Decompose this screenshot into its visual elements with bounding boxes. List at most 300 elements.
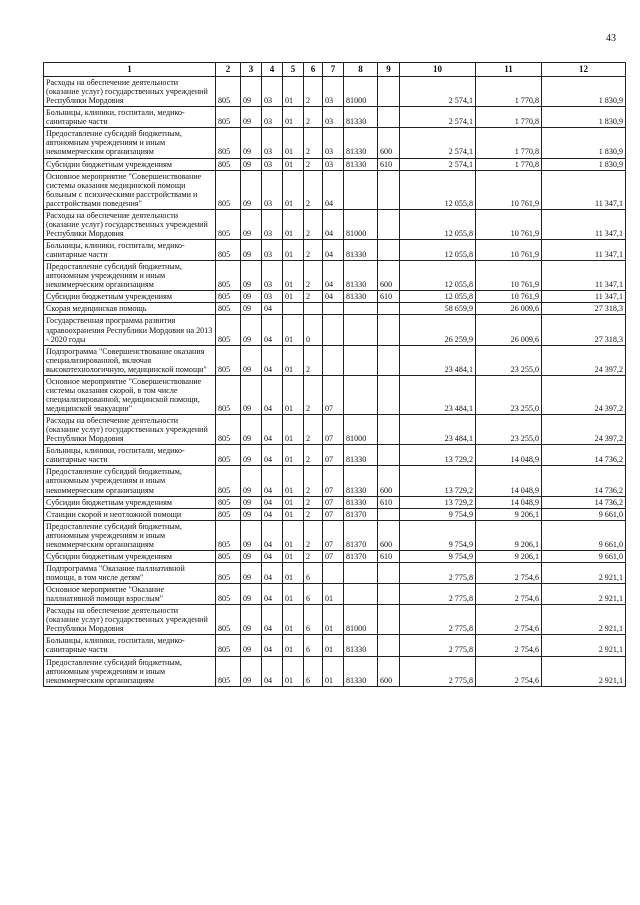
ministry-code-cell: 805 <box>216 584 241 605</box>
program-cell: 01 <box>283 375 304 414</box>
subsection-cell: 04 <box>262 315 283 345</box>
table-row <box>44 562 626 583</box>
expense-type-cell <box>378 415 400 445</box>
row-name-cell: Основное мероприятие "Оказание паллиативной помощи взрослым" <box>44 584 216 605</box>
expense-type-cell: 610 <box>378 158 400 170</box>
amount-2018-cell: 2 574,1 <box>400 107 476 128</box>
table-row <box>44 415 626 445</box>
ministry-code-cell: 805 <box>216 496 241 508</box>
table-row <box>44 240 626 261</box>
expense-type-cell <box>378 584 400 605</box>
column-header: 12 <box>542 63 626 77</box>
program-cell: 01 <box>283 261 304 291</box>
row-name-cell: Подпрограмма "Совершенствование оказания специализированной, включая высокотехнологичную, медицинской помощи" <box>44 345 216 375</box>
column-header: 5 <box>283 63 304 77</box>
subsection-cell: 03 <box>262 240 283 261</box>
activity-cell: 04 <box>323 240 344 261</box>
subsection-cell: 03 <box>262 77 283 107</box>
section-cell: 09 <box>241 303 262 315</box>
direction-cell <box>344 315 378 345</box>
amount-2020-cell: 14 736,2 <box>542 496 626 508</box>
amount-2019-cell: 2 754,6 <box>476 605 542 635</box>
header-row <box>44 63 626 77</box>
ministry-code-cell: 805 <box>216 315 241 345</box>
table-row <box>44 345 626 375</box>
ministry-code-cell: 805 <box>216 170 241 209</box>
section-cell: 09 <box>241 508 262 520</box>
program-cell: 01 <box>283 345 304 375</box>
amount-2020-cell: 9 661,0 <box>542 520 626 550</box>
table-row <box>44 77 626 107</box>
row-name-cell: Субсидии бюджетным учреждениям <box>44 158 216 170</box>
amount-2019-cell: 26 009,6 <box>476 303 542 315</box>
section-cell: 09 <box>241 415 262 445</box>
expense-type-cell: 610 <box>378 550 400 562</box>
table-row <box>44 508 626 520</box>
row-name-cell: Расходы на обеспечение деятельности (оказание услуг) государственных учреждений Республики Мордовия <box>44 77 216 107</box>
expense-type-cell: 600 <box>378 128 400 158</box>
table-row <box>44 375 626 414</box>
program-cell: 01 <box>283 445 304 466</box>
subsection-cell: 03 <box>262 128 283 158</box>
row-name-cell: Предоставление субсидий бюджетным, автономным учреждениям и иным некоммерческим организациям <box>44 261 216 291</box>
ministry-code-cell: 805 <box>216 261 241 291</box>
direction-cell <box>344 584 378 605</box>
amount-2019-cell: 9 206,1 <box>476 520 542 550</box>
amount-2020-cell: 11 347,1 <box>542 261 626 291</box>
amount-2020-cell: 14 736,2 <box>542 445 626 466</box>
activity-cell: 07 <box>323 445 344 466</box>
amount-2018-cell: 2 775,8 <box>400 635 476 656</box>
row-name-cell: Расходы на обеспечение деятельности (оказание услуг) государственных учреждений Республики Мордовия <box>44 605 216 635</box>
column-header: 7 <box>323 63 344 77</box>
section-cell: 09 <box>241 635 262 656</box>
ministry-code-cell: 805 <box>216 240 241 261</box>
subprogram-cell: 2 <box>304 466 323 496</box>
activity-cell: 01 <box>323 584 344 605</box>
program-cell: 01 <box>283 562 304 583</box>
subprogram-cell: 6 <box>304 584 323 605</box>
row-name-cell: Предоставление субсидий бюджетным, автономным учреждениям и иным некоммерческим организациям <box>44 520 216 550</box>
table-row <box>44 291 626 303</box>
program-cell: 01 <box>283 605 304 635</box>
amount-2020-cell: 24 397,2 <box>542 415 626 445</box>
subprogram-cell: 2 <box>304 345 323 375</box>
subsection-cell: 03 <box>262 261 283 291</box>
ministry-code-cell: 805 <box>216 158 241 170</box>
expense-type-cell <box>378 562 400 583</box>
amount-2019-cell: 26 009,6 <box>476 315 542 345</box>
activity-cell <box>323 345 344 375</box>
ministry-code-cell: 805 <box>216 128 241 158</box>
amount-2019-cell: 2 754,6 <box>476 656 542 686</box>
ministry-code-cell: 805 <box>216 209 241 239</box>
amount-2019-cell: 23 255,0 <box>476 345 542 375</box>
subsection-cell: 03 <box>262 107 283 128</box>
subsection-cell: 03 <box>262 291 283 303</box>
ministry-code-cell: 805 <box>216 291 241 303</box>
direction-cell: 81330 <box>344 240 378 261</box>
amount-2019-cell: 14 048,9 <box>476 445 542 466</box>
activity-cell: 07 <box>323 466 344 496</box>
program-cell: 01 <box>283 170 304 209</box>
amount-2020-cell: 9 661,0 <box>542 508 626 520</box>
subprogram-cell: 2 <box>304 415 323 445</box>
amount-2018-cell: 23 484,1 <box>400 375 476 414</box>
amount-2019-cell: 10 761,9 <box>476 209 542 239</box>
ministry-code-cell: 805 <box>216 656 241 686</box>
activity-cell: 07 <box>323 520 344 550</box>
activity-cell: 03 <box>323 77 344 107</box>
table-row <box>44 209 626 239</box>
amount-2018-cell: 2 775,8 <box>400 584 476 605</box>
amount-2018-cell: 2 574,1 <box>400 158 476 170</box>
subsection-cell: 04 <box>262 445 283 466</box>
ministry-code-cell: 805 <box>216 605 241 635</box>
direction-cell: 81330 <box>344 107 378 128</box>
table-row <box>44 656 626 686</box>
section-cell: 09 <box>241 170 262 209</box>
column-header: 8 <box>344 63 378 77</box>
ministry-code-cell: 805 <box>216 550 241 562</box>
amount-2018-cell: 13 729,2 <box>400 445 476 466</box>
expense-type-cell: 610 <box>378 496 400 508</box>
ministry-code-cell: 805 <box>216 635 241 656</box>
amount-2020-cell: 2 921,1 <box>542 605 626 635</box>
amount-2020-cell: 1 830,9 <box>542 158 626 170</box>
subprogram-cell: 2 <box>304 375 323 414</box>
row-name-cell: Больницы, клиники, госпитали, медико-санитарные части <box>44 107 216 128</box>
expense-type-cell: 600 <box>378 466 400 496</box>
subprogram-cell <box>304 303 323 315</box>
subsection-cell: 03 <box>262 209 283 239</box>
direction-cell <box>344 375 378 414</box>
amount-2018-cell: 9 754,9 <box>400 550 476 562</box>
section-cell: 09 <box>241 315 262 345</box>
direction-cell: 81330 <box>344 496 378 508</box>
table-row <box>44 128 626 158</box>
row-name-cell: Государственная программа развития здравоохранения Республики Мордовия на 2013 - 2020 годы <box>44 315 216 345</box>
amount-2020-cell: 2 921,1 <box>542 584 626 605</box>
activity-cell <box>323 562 344 583</box>
direction-cell: 81000 <box>344 605 378 635</box>
section-cell: 09 <box>241 520 262 550</box>
direction-cell <box>344 170 378 209</box>
activity-cell: 01 <box>323 656 344 686</box>
row-name-cell: Больницы, клиники, госпитали, медико-санитарные части <box>44 445 216 466</box>
section-cell: 09 <box>241 375 262 414</box>
section-cell: 09 <box>241 656 262 686</box>
row-name-cell: Субсидии бюджетным учреждениям <box>44 496 216 508</box>
amount-2020-cell: 11 347,1 <box>542 170 626 209</box>
activity-cell: 07 <box>323 550 344 562</box>
row-name-cell: Больницы, клиники, госпитали, медико-санитарные части <box>44 240 216 261</box>
amount-2018-cell: 12 055,8 <box>400 240 476 261</box>
column-header: 11 <box>476 63 542 77</box>
expense-type-cell <box>378 315 400 345</box>
amount-2020-cell: 2 921,1 <box>542 562 626 583</box>
section-cell: 09 <box>241 107 262 128</box>
amount-2020-cell: 2 921,1 <box>542 635 626 656</box>
section-cell: 09 <box>241 605 262 635</box>
table-row <box>44 315 626 345</box>
table-body <box>44 77 626 687</box>
table-row <box>44 635 626 656</box>
activity-cell: 01 <box>323 605 344 635</box>
amount-2019-cell: 1 770,8 <box>476 158 542 170</box>
program-cell: 01 <box>283 107 304 128</box>
amount-2020-cell: 9 661,0 <box>542 550 626 562</box>
expense-type-cell <box>378 445 400 466</box>
subprogram-cell: 2 <box>304 170 323 209</box>
expense-type-cell: 600 <box>378 261 400 291</box>
amount-2018-cell: 23 484,1 <box>400 345 476 375</box>
amount-2020-cell: 11 347,1 <box>542 291 626 303</box>
row-name-cell: Основное мероприятие "Совершенствование системы оказания медицинской помощи больным с психическими расстройствами и расстройствами поведения" <box>44 170 216 209</box>
direction-cell <box>344 562 378 583</box>
direction-cell <box>344 303 378 315</box>
program-cell: 01 <box>283 584 304 605</box>
row-name-cell: Предоставление субсидий бюджетным, автономным учреждениям и иным некоммерческим организациям <box>44 128 216 158</box>
row-name-cell: Станции скорой и неотложной помощи <box>44 508 216 520</box>
budget-table <box>43 62 626 687</box>
amount-2019-cell: 23 255,0 <box>476 415 542 445</box>
direction-cell: 81330 <box>344 445 378 466</box>
section-cell: 09 <box>241 158 262 170</box>
amount-2019-cell: 1 770,8 <box>476 107 542 128</box>
table-row <box>44 170 626 209</box>
amount-2018-cell: 2 775,8 <box>400 656 476 686</box>
activity-cell: 03 <box>323 158 344 170</box>
column-header: 1 <box>44 63 216 77</box>
table-row <box>44 496 626 508</box>
direction-cell: 81330 <box>344 635 378 656</box>
row-name-cell: Расходы на обеспечение деятельности (оказание услуг) государственных учреждений Республики Мордовия <box>44 209 216 239</box>
row-name-cell: Скорая медицинская помощь <box>44 303 216 315</box>
page-number: 43 <box>606 33 616 44</box>
amount-2019-cell: 2 754,6 <box>476 584 542 605</box>
ministry-code-cell: 805 <box>216 107 241 128</box>
expense-type-cell <box>378 170 400 209</box>
expense-type-cell <box>378 375 400 414</box>
subprogram-cell: 2 <box>304 240 323 261</box>
table-row <box>44 107 626 128</box>
subsection-cell: 04 <box>262 375 283 414</box>
amount-2020-cell: 1 830,9 <box>542 77 626 107</box>
row-name-cell: Расходы на обеспечение деятельности (оказание услуг) государственных учреждений Республики Мордовия <box>44 415 216 445</box>
program-cell: 01 <box>283 209 304 239</box>
program-cell: 01 <box>283 291 304 303</box>
amount-2018-cell: 58 659,9 <box>400 303 476 315</box>
table-row <box>44 261 626 291</box>
program-cell <box>283 303 304 315</box>
ministry-code-cell: 805 <box>216 508 241 520</box>
column-header: 2 <box>216 63 241 77</box>
amount-2018-cell: 2 574,1 <box>400 77 476 107</box>
amount-2020-cell: 27 318,3 <box>542 303 626 315</box>
amount-2020-cell: 24 397,2 <box>542 345 626 375</box>
direction-cell: 81370 <box>344 508 378 520</box>
program-cell: 01 <box>283 466 304 496</box>
subprogram-cell: 2 <box>304 209 323 239</box>
program-cell: 01 <box>283 415 304 445</box>
amount-2018-cell: 12 055,8 <box>400 291 476 303</box>
subprogram-cell: 2 <box>304 496 323 508</box>
subsection-cell: 04 <box>262 303 283 315</box>
direction-cell: 81330 <box>344 158 378 170</box>
table-row <box>44 303 626 315</box>
section-cell: 09 <box>241 550 262 562</box>
section-cell: 09 <box>241 496 262 508</box>
ministry-code-cell: 805 <box>216 303 241 315</box>
section-cell: 09 <box>241 291 262 303</box>
ministry-code-cell: 805 <box>216 466 241 496</box>
table-row <box>44 158 626 170</box>
program-cell: 01 <box>283 240 304 261</box>
row-name-cell: Субсидии бюджетным учреждениям <box>44 550 216 562</box>
subsection-cell: 04 <box>262 635 283 656</box>
subsection-cell: 03 <box>262 158 283 170</box>
activity-cell: 07 <box>323 508 344 520</box>
direction-cell: 81370 <box>344 520 378 550</box>
section-cell: 09 <box>241 466 262 496</box>
program-cell: 01 <box>283 635 304 656</box>
subprogram-cell: 2 <box>304 107 323 128</box>
section-cell: 09 <box>241 128 262 158</box>
amount-2019-cell: 2 754,6 <box>476 562 542 583</box>
direction-cell: 81000 <box>344 209 378 239</box>
subprogram-cell: 2 <box>304 520 323 550</box>
amount-2020-cell: 14 736,2 <box>542 466 626 496</box>
subprogram-cell: 0 <box>304 315 323 345</box>
activity-cell: 07 <box>323 496 344 508</box>
row-name-cell: Больницы, клиники, госпитали, медико-санитарные части <box>44 635 216 656</box>
ministry-code-cell: 805 <box>216 520 241 550</box>
activity-cell: 04 <box>323 170 344 209</box>
activity-cell: 03 <box>323 107 344 128</box>
activity-cell: 07 <box>323 415 344 445</box>
amount-2019-cell: 2 754,6 <box>476 635 542 656</box>
amount-2019-cell: 9 206,1 <box>476 508 542 520</box>
amount-2019-cell: 10 761,9 <box>476 240 542 261</box>
direction-cell: 81000 <box>344 77 378 107</box>
subprogram-cell: 6 <box>304 562 323 583</box>
ministry-code-cell: 805 <box>216 375 241 414</box>
direction-cell: 81330 <box>344 128 378 158</box>
section-cell: 09 <box>241 562 262 583</box>
subprogram-cell: 6 <box>304 635 323 656</box>
subprogram-cell: 2 <box>304 445 323 466</box>
subprogram-cell: 2 <box>304 261 323 291</box>
expense-type-cell <box>378 77 400 107</box>
amount-2018-cell: 12 055,8 <box>400 261 476 291</box>
subsection-cell: 04 <box>262 496 283 508</box>
program-cell: 01 <box>283 77 304 107</box>
expense-type-cell <box>378 345 400 375</box>
direction-cell: 81370 <box>344 550 378 562</box>
amount-2018-cell: 2 775,8 <box>400 605 476 635</box>
ministry-code-cell: 805 <box>216 415 241 445</box>
direction-cell <box>344 345 378 375</box>
section-cell: 09 <box>241 345 262 375</box>
program-cell: 01 <box>283 158 304 170</box>
amount-2018-cell: 2 574,1 <box>400 128 476 158</box>
amount-2018-cell: 2 775,8 <box>400 562 476 583</box>
amount-2020-cell: 1 830,9 <box>542 107 626 128</box>
subsection-cell: 04 <box>262 345 283 375</box>
subprogram-cell: 2 <box>304 158 323 170</box>
activity-cell <box>323 315 344 345</box>
subsection-cell: 04 <box>262 562 283 583</box>
section-cell: 09 <box>241 445 262 466</box>
expense-type-cell: 610 <box>378 291 400 303</box>
subsection-cell: 04 <box>262 466 283 496</box>
table-row <box>44 520 626 550</box>
section-cell: 09 <box>241 77 262 107</box>
amount-2019-cell: 10 761,9 <box>476 170 542 209</box>
subprogram-cell: 2 <box>304 291 323 303</box>
amount-2019-cell: 10 761,9 <box>476 261 542 291</box>
table-row <box>44 584 626 605</box>
expense-type-cell: 600 <box>378 520 400 550</box>
amount-2018-cell: 13 729,2 <box>400 466 476 496</box>
subsection-cell: 03 <box>262 170 283 209</box>
row-name-cell: Предоставление субсидий бюджетным, автономным учреждениям и иным некоммерческим организациям <box>44 466 216 496</box>
subprogram-cell: 2 <box>304 77 323 107</box>
column-header: 3 <box>241 63 262 77</box>
program-cell: 01 <box>283 496 304 508</box>
expense-type-cell <box>378 605 400 635</box>
program-cell: 01 <box>283 128 304 158</box>
expense-type-cell: 600 <box>378 656 400 686</box>
subsection-cell: 04 <box>262 584 283 605</box>
amount-2020-cell: 11 347,1 <box>542 209 626 239</box>
table-row <box>44 550 626 562</box>
direction-cell: 81330 <box>344 291 378 303</box>
amount-2018-cell: 12 055,8 <box>400 209 476 239</box>
subsection-cell: 04 <box>262 415 283 445</box>
amount-2019-cell: 23 255,0 <box>476 375 542 414</box>
activity-cell: 07 <box>323 375 344 414</box>
subsection-cell: 04 <box>262 605 283 635</box>
column-header: 6 <box>304 63 323 77</box>
subprogram-cell: 6 <box>304 605 323 635</box>
amount-2020-cell: 24 397,2 <box>542 375 626 414</box>
activity-cell <box>323 303 344 315</box>
activity-cell: 04 <box>323 291 344 303</box>
ministry-code-cell: 805 <box>216 562 241 583</box>
amount-2018-cell: 26 259,9 <box>400 315 476 345</box>
row-name-cell: Предоставление субсидий бюджетным, автономным учреждениям и иным некоммерческим организациям <box>44 656 216 686</box>
activity-cell: 04 <box>323 209 344 239</box>
amount-2018-cell: 13 729,2 <box>400 496 476 508</box>
direction-cell: 81330 <box>344 466 378 496</box>
expense-type-cell <box>378 240 400 261</box>
column-header: 10 <box>400 63 476 77</box>
amount-2019-cell: 14 048,9 <box>476 466 542 496</box>
amount-2018-cell: 12 055,8 <box>400 170 476 209</box>
expense-type-cell <box>378 508 400 520</box>
activity-cell: 03 <box>323 128 344 158</box>
amount-2018-cell: 9 754,9 <box>400 520 476 550</box>
row-name-cell: Подпрограмма "Оказание паллиативной помощи, в том числе детям" <box>44 562 216 583</box>
subsection-cell: 04 <box>262 508 283 520</box>
amount-2019-cell: 10 761,9 <box>476 291 542 303</box>
subsection-cell: 04 <box>262 550 283 562</box>
program-cell: 01 <box>283 656 304 686</box>
amount-2019-cell: 1 770,8 <box>476 77 542 107</box>
program-cell: 01 <box>283 520 304 550</box>
